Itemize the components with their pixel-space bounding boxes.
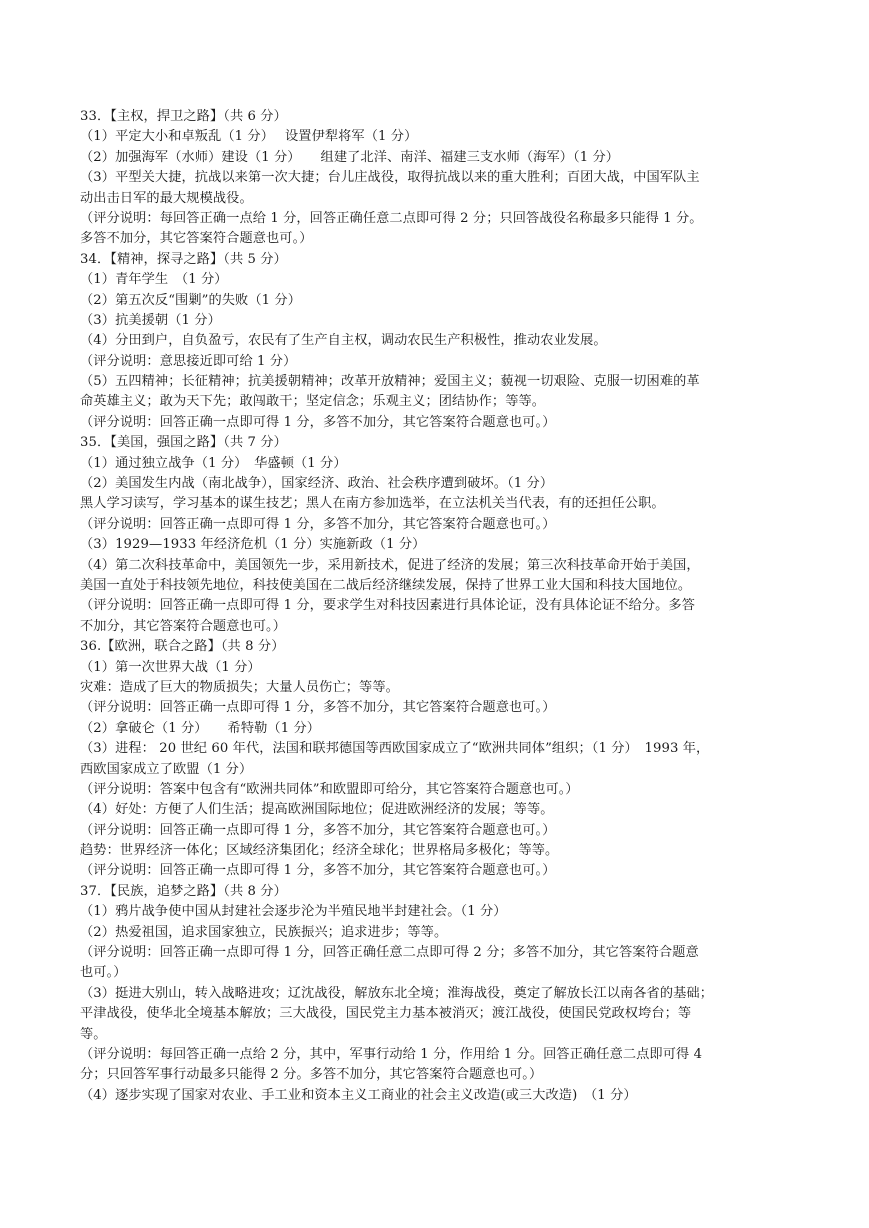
text-line: 34．【精神，探寻之路】（共 5 分） [80, 251, 287, 267]
text-line: （2）加强海军（水师）建设（1 分） 组建了北洋、南洋、福建三支水师（海军）（1 分） [80, 149, 620, 165]
text-line: （3）1929—1933 年经济危机（1 分）实施新政（1 分） [80, 537, 426, 553]
text-line: （3）挺进大别山，转入战略进攻；辽沈战役，解放东北全境；淮海战役，奠定了解放长江以南各省的基础； [80, 985, 713, 1001]
text-line: （评分说明：回答正确一点即可得 1 分，要求学生对科技因素进行具体论证，没有具体论证不给分。多答 [80, 598, 696, 614]
text-line: （3）进程： 20 世纪 60 年代，法国和联邦德国等西欧国家成立了“欧洲共同体”组织；（1 分） 1993 年， [80, 741, 710, 757]
text-line: （评分说明：每回答正确一点给 2 分，其中，军事行动给 1 分，作用给 1 分。回答正确任意二点即可得 4 [80, 1046, 703, 1062]
text-line: （4）第二次科技革命中，美国领先一步，采用新技术，促进了经济的发展；第三次科技革命开始于美国， [80, 557, 700, 573]
text-line: 动出击日军的最大规模战役。 [80, 190, 253, 206]
text-line: （4）分田到户，自负盈亏，农民有了生产自主权，调动农民生产积极性，推动农业发展。 [80, 333, 607, 349]
text-line: （评分说明：回答正确一点即可得 1 分，多答不加分，其它答案符合题意也可。） [80, 822, 556, 838]
text-line: 不加分，其它答案符合题意也可。） [80, 618, 286, 634]
answer-key-text [80, 107, 792, 1106]
text-line: （3）平型关大捷，抗战以来第一次大捷；台儿庄战役，取得抗战以来的重大胜利；百团大战，中国军队主 [80, 170, 700, 186]
text-line: （1）平定大小和卓叛乱（1 分） 设置伊犁将军（1 分） [80, 129, 418, 145]
text-line: 等。 [80, 1026, 107, 1042]
text-line: 也可。） [80, 965, 127, 981]
text-line: （1）鸦片战争使中国从封建社会逐步沦为半殖民地半封建社会。（1 分） [80, 904, 507, 920]
text-line: 美国一直处于科技领先地位，科技使美国在二战后经济继续发展，保持了世界工业大国和科技大国地位。 [80, 577, 692, 593]
text-line: （评分说明：回答正确一点即可得 1 分，回答正确任意二点即可得 2 分；多答不加分，其它答案符合题意 [80, 945, 699, 961]
text-line: （评分说明：意思接近即可给 1 分） [80, 353, 297, 369]
text-line: 分；只回答军事行动最多只能得 2 分。多答不加分，其它答案符合题意也可。） [80, 1067, 543, 1083]
text-line: （评分说明：每回答正确一点给 1 分，回答正确任意二点即可得 2 分；只回答战役名称最多只能得 1 分。 [80, 210, 703, 226]
text-line: 趋势：世界经济一体化；区域经济集团化；经济全球化；世界格局多极化；等等。 [80, 843, 559, 859]
text-line: 黑人学习读写，学习基本的谋生技艺；黑人在南方参加选举，在立法机关当代表，有的还担任公职。 [80, 496, 665, 512]
text-line: 命英雄主义；敢为天下先；敢闯敢干；坚定信念；乐观主义；团结协作；等等。 [80, 394, 546, 410]
text-line: 灾难：造成了巨大的物质损失；大量人员伤亡；等等。 [80, 679, 399, 695]
text-line: 36.【欧洲，联合之路】（共 8 分） [80, 639, 285, 655]
text-line: （3）抗美援朝（1 分） [80, 312, 221, 328]
text-line: （2）美国发生内战（南北战争），国家经济、政治、社会秩序遭到破坏。（1 分） [80, 476, 554, 492]
text-line: （评分说明：回答正确一点即可得 1 分，多答不加分，其它答案符合题意也可。） [80, 863, 556, 879]
text-line: 33．【主权，捍卫之路】（共 6 分） [80, 109, 287, 124]
text-line: 平津战役，使华北全境基本解放；三大战役，国民党主力基本被消灭；渡江战役，使国民党政权垮台；等 [80, 1006, 692, 1022]
text-line: （2）热爱祖国，追求国家独立，民族振兴；追求进步；等等。 [80, 924, 448, 940]
text-line: （1）第一次世界大战（1 分） [80, 659, 261, 675]
text-line: （1）青年学生 （1 分） [80, 272, 228, 288]
text-line: （2）拿破仑（1 分） 希特勒（1 分） [80, 720, 321, 736]
text-line: （评分说明：回答正确一点即可得 1 分，多答不加分，其它答案符合题意也可。） [80, 700, 556, 716]
text-line: （5）五四精神；长征精神；抗美援朝精神；改革开放精神；爱国主义；藐视一切艰险、克服一切困难的革 [80, 374, 700, 390]
text-line: （4）好处：方便了人们生活；提高欧洲国际地位；促进欧洲经济的发展；等等。 [80, 802, 554, 818]
text-line: 多答不加分，其它答案符合题意也可。） [80, 231, 313, 247]
text-line: （4）逐步实现了国家对农业、手工业和资本主义工商业的社会主义改造(或三大改造) （1 分） [80, 1087, 637, 1103]
text-line: 西欧国家成立了欧盟（1 分） [80, 761, 253, 777]
text-line: （评分说明：回答正确一点即可得 1 分，多答不加分，其它答案符合题意也可。） [80, 516, 556, 532]
text-line: 35．【美国，强国之路】（共 7 分） [80, 435, 287, 451]
text-line: 37．【民族，追梦之路】（共 8 分） [80, 883, 287, 899]
text-line: （评分说明：答案中包含有“欧洲共同体”和欧盟即可给分，其它答案符合题意也可。） [80, 781, 579, 797]
text-line: （2）第五次反“围剿”的失败（1 分） [80, 292, 301, 308]
text-line: （评分说明：回答正确一点即可得 1 分，多答不加分，其它答案符合题意也可。） [80, 414, 556, 430]
text-line: （1）通过独立战争（1 分） 华盛顿（1 分） [80, 455, 347, 471]
